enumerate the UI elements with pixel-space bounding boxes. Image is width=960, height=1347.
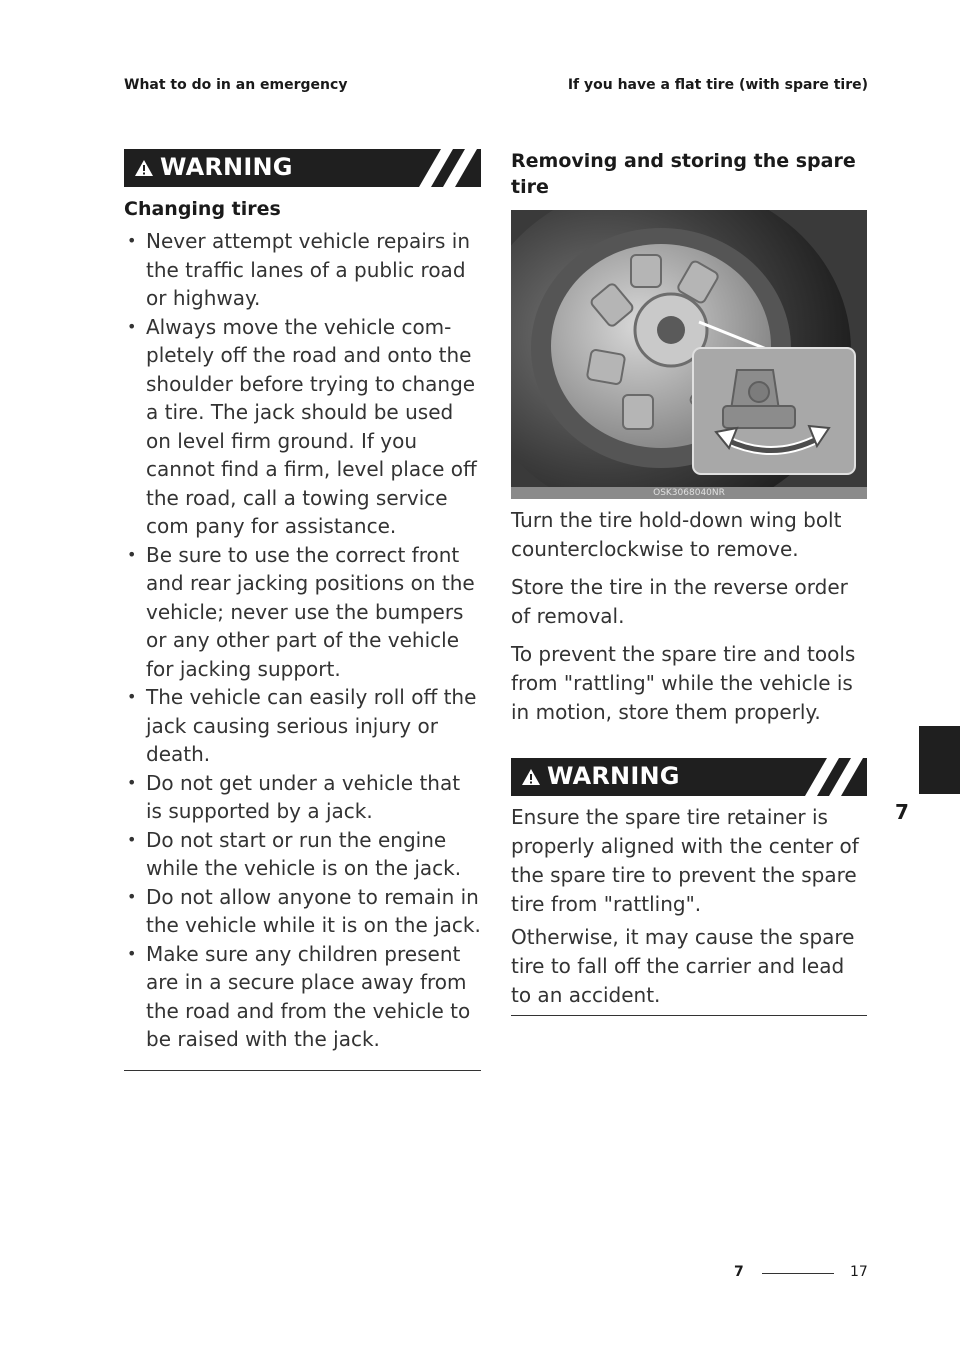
spare-tire-illustration bbox=[511, 210, 867, 499]
right-section-body bbox=[511, 506, 867, 727]
figure-caption: OSK3068040NR bbox=[653, 488, 725, 498]
list-item: • Never attempt vehicle repairs in the traffic lanes of a public road or highway. bbox=[127, 229, 471, 310]
section-title: Removing and storing the spare tire bbox=[511, 150, 856, 198]
running-header-right: If you have a flat tire (with spare tire) bbox=[567, 77, 868, 93]
warning-heading: Changing tires bbox=[124, 198, 281, 220]
warning-icon bbox=[134, 158, 154, 178]
warning-bar-right bbox=[511, 758, 867, 796]
chapter-tab bbox=[919, 726, 960, 794]
warning-label: WARNING bbox=[160, 153, 293, 181]
warning-stripes-decoration bbox=[805, 758, 867, 796]
warning-paragraph: Ensure the spare tire retainer is properly aligned with the center of the spare tire to prevent the spare tire from "rattling". bbox=[511, 805, 859, 916]
list-item: • Do not start or run the engine while the vehicle is on the jack. bbox=[127, 827, 462, 880]
warning-bullet-list bbox=[124, 227, 481, 1054]
spare-tire-figure bbox=[511, 210, 867, 499]
warning-paragraph: Otherwise, it may cause the spare tire to fall off the carrier and lead to an accident. bbox=[511, 925, 855, 1007]
right-warning-end-rule bbox=[511, 1015, 867, 1016]
list-item: • The vehicle can easily roll off the jack causing serious injury or death. bbox=[127, 685, 477, 766]
list-item: • Be sure to use the correct front and rear jacking positions on the vehicle; never use the bumpers or any other part of the vehicle for jacking support. bbox=[127, 542, 475, 681]
running-header-left: What to do in an emergency bbox=[124, 77, 348, 93]
list-item: • Do not get under a vehicle that is supported by a jack. bbox=[127, 770, 461, 823]
footer-chapter-number: 7 bbox=[734, 1264, 744, 1280]
warning-icon bbox=[521, 767, 541, 787]
footer-divider bbox=[762, 1273, 834, 1274]
list-item: • Make sure any children present are in a secure place away from the road and from the vehicle to be raised with the jack. bbox=[127, 941, 471, 1051]
left-warning-end-rule bbox=[124, 1070, 481, 1071]
list-item: • Do not allow anyone to remain in the vehicle while it is on the jack. bbox=[127, 884, 481, 937]
warning-stripes-decoration bbox=[419, 149, 481, 187]
left-warning-content bbox=[124, 198, 481, 1054]
right-section-header bbox=[511, 148, 867, 200]
right-warning-content bbox=[511, 803, 867, 1010]
instruction-paragraph: Turn the tire hold-down wing bolt counterclockwise to remove. bbox=[511, 508, 842, 561]
chapter-tab-number: 7 bbox=[895, 800, 909, 824]
page-number: 17 bbox=[850, 1264, 868, 1280]
list-item: • Always move the vehicle com pletely off the road and onto the shoulder before trying to change a tire. The jack should be used on level firm ground. If you cannot find a firm, level place off the road, call a towing service com pany for assistance. bbox=[127, 314, 477, 538]
instruction-paragraph: Store the tire in the reverse order of removal. bbox=[511, 575, 848, 628]
warning-bar-left bbox=[124, 149, 481, 187]
instruction-paragraph: To prevent the spare tire and tools from "rattling" while the vehicle is in motion, store them properly. bbox=[511, 642, 856, 724]
warning-label: WARNING bbox=[547, 762, 680, 790]
